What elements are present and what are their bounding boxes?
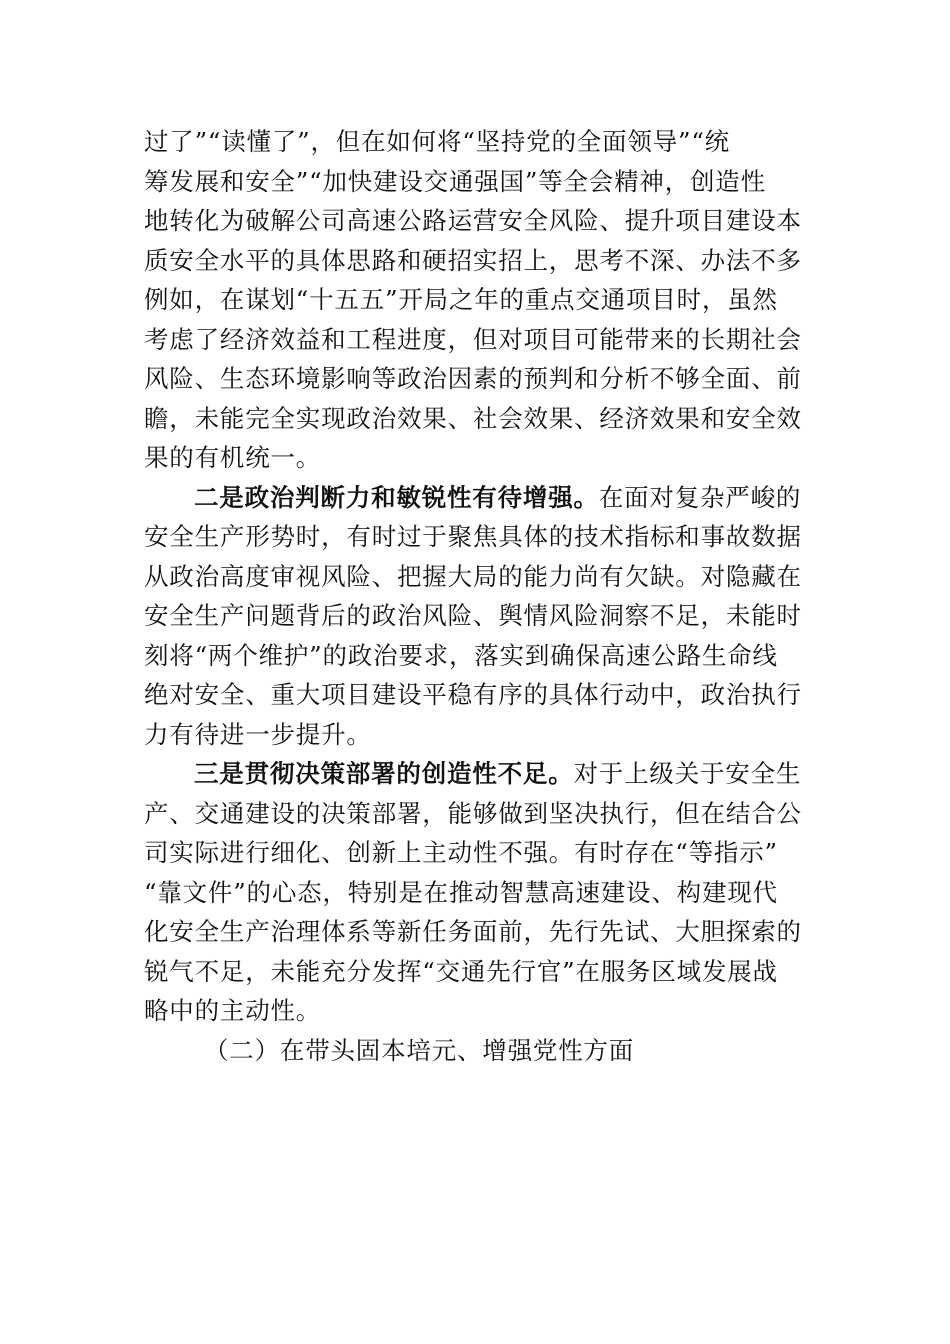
paragraph-line: 锐气不足，未能充分发挥“交通先行官”在服务区域发展战 <box>144 956 778 986</box>
paragraph-2 <box>144 478 814 755</box>
paragraph-line: 风险、生态环境影响等政治因素的预判和分析不够全面、前 <box>144 364 802 393</box>
paragraph-first-line <box>144 478 814 518</box>
paragraph-line: 果的有机统一。 <box>144 443 322 472</box>
paragraph-line: 安全生产形势时，有时过于聚焦具体的技术指标和事故数据 <box>144 522 802 551</box>
paragraph-line: 力有待进一步提升。 <box>144 719 372 749</box>
paragraph-1 <box>144 122 814 478</box>
paragraph-first-rest: 在面对复杂严峻的 <box>598 482 802 512</box>
paragraph-line: 从政治高度审视风险、把握大局的能力尚有欠缺。对隐藏在 <box>144 561 802 591</box>
paragraph-line: 考虑了经济效益和工程进度，但对项目可能带来的长期社会 <box>144 324 802 354</box>
paragraph-lead-bold: 二是政治判断力和敏锐性有待增强。 <box>194 482 599 512</box>
paragraph-line: 筹发展和安全”“加快建设交通强国”等全会精神，创造性 <box>144 166 766 196</box>
paragraph-line: 过了”“读懂了”，但在如何将“坚持党的全面领导”“统 <box>144 127 730 156</box>
paragraph-line: 地转化为破解公司高速公路运营安全风险、提升项目建设本 <box>144 206 802 235</box>
paragraph-line: 产、交通建设的决策部署，能够做到坚决执行，但在结合公 <box>144 798 802 828</box>
paragraph-3 <box>144 754 814 1031</box>
paragraph-first-rest: 对于上级关于安全生 <box>573 759 802 788</box>
paragraph-line: 刻将“两个维护”的政治要求，落实到确保高速公路生命线 <box>144 640 778 670</box>
paragraph-line: 司实际进行细化、创新上主动性不强。有时存在“等指示” <box>144 838 778 867</box>
paragraph-line: “靠文件”的心态，特别是在推动智慧高速建设、构建现代 <box>144 877 778 907</box>
paragraph-first-line <box>144 754 814 794</box>
section-heading: （二）在带头固本培元、增强党性方面 <box>204 1035 635 1065</box>
document-body <box>144 122 814 1070</box>
paragraph-lead-bold: 三是贯彻决策部署的创造性不足。 <box>194 759 574 788</box>
paragraph-line: 化安全生产治理体系等新任务面前，先行先试、大胆探索的 <box>144 917 802 946</box>
paragraph-line: 瞻，未能完全实现政治效果、社会效果、经济效果和安全效 <box>144 403 802 433</box>
paragraph-line: 安全生产问题背后的政治风险、舆情风险洞察不足，未能时 <box>144 601 802 630</box>
paragraph-line: 质安全水平的具体思路和硬招实招上，思考不深、办法不多 <box>144 245 802 275</box>
paragraph-line: 例如，在谋划“十五五”开局之年的重点交通项目时，虽然 <box>144 285 778 314</box>
paragraph-line: 略中的主动性。 <box>144 996 322 1025</box>
paragraph-line: 绝对安全、重大项目建设平稳有序的具体行动中，政治执行 <box>144 680 802 709</box>
